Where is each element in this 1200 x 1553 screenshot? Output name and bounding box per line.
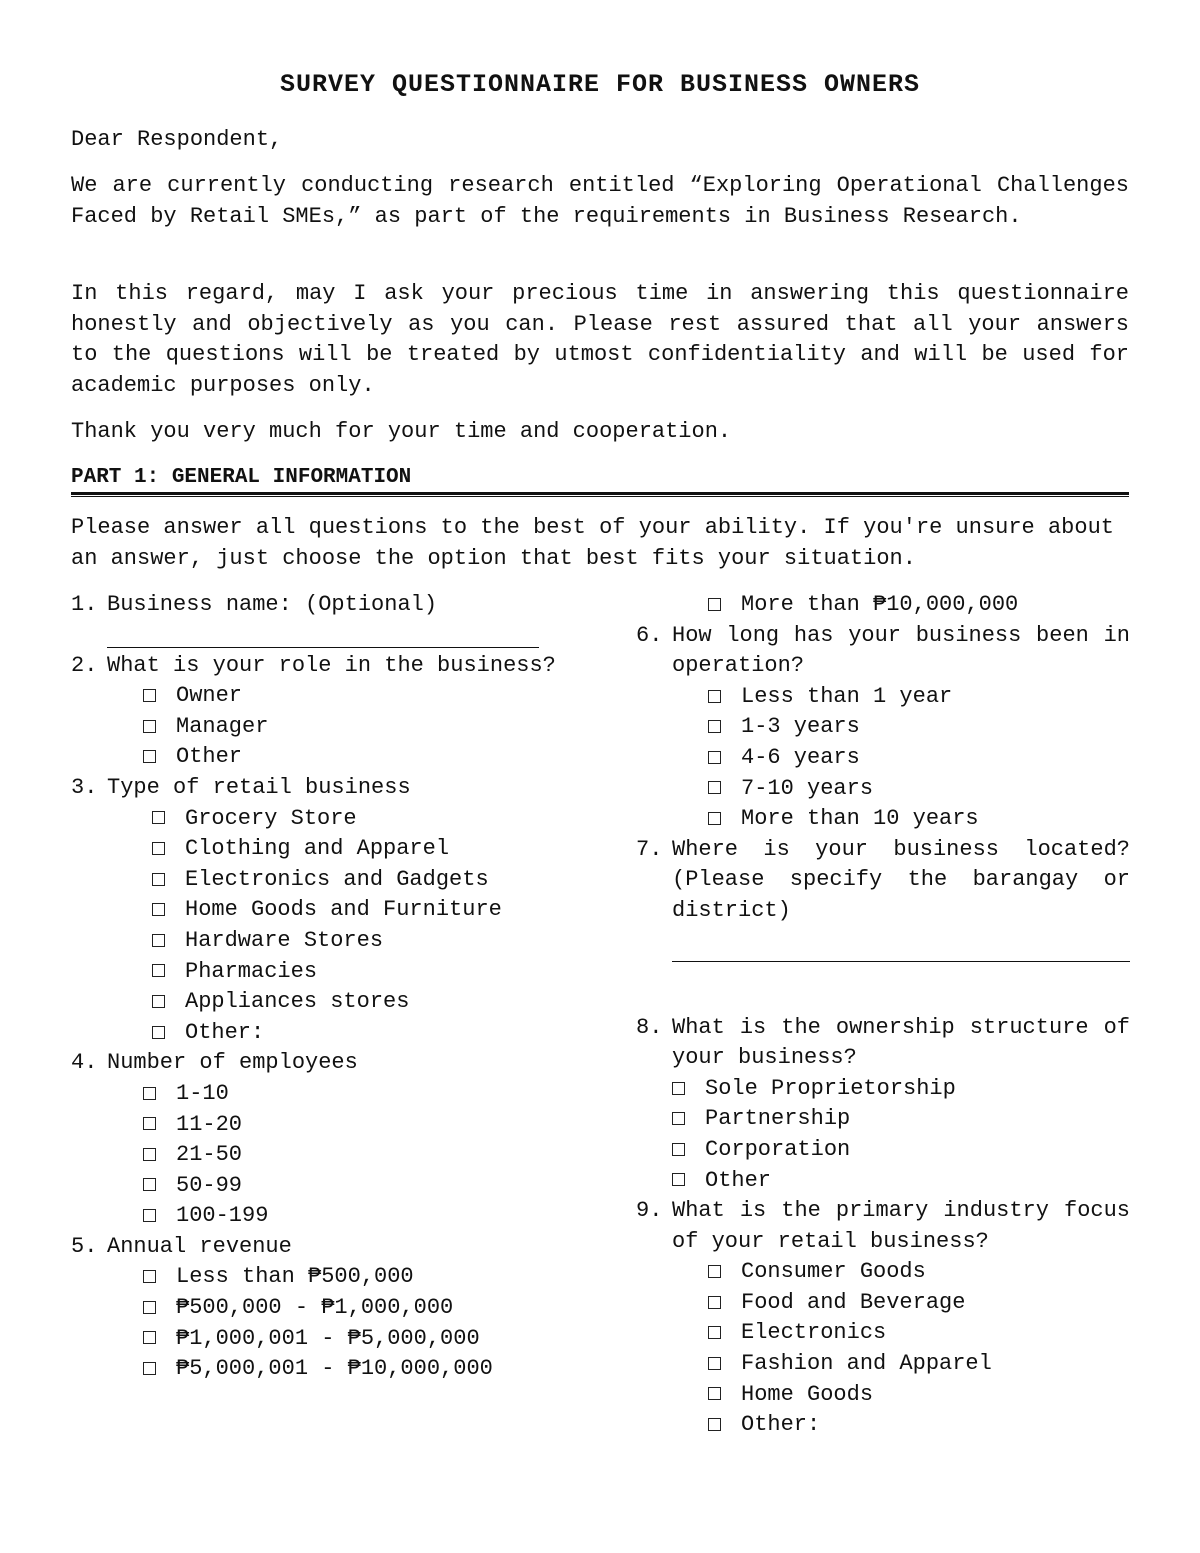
checkbox[interactable] <box>708 690 721 703</box>
q8-options <box>636 1074 1130 1196</box>
checkbox[interactable] <box>152 873 165 886</box>
option-4-6-years[interactable] <box>708 743 1130 774</box>
option-label: Other: <box>185 1019 265 1045</box>
option-label: Sole Proprietorship <box>705 1075 956 1101</box>
checkbox[interactable] <box>143 1301 156 1314</box>
q5-options-continued <box>636 590 1130 621</box>
checkbox[interactable] <box>708 1296 721 1309</box>
checkbox[interactable] <box>152 995 165 1008</box>
option-label: 11-20 <box>176 1111 243 1137</box>
question-9 <box>636 1196 1130 1257</box>
intro-paragraph: We are currently conducting research entitled “Exploring Operational Challenges Faced by Retail SMEs,” as part of the requirements in Business Research. <box>71 173 1129 229</box>
checkbox[interactable] <box>143 1270 156 1283</box>
q6-options <box>636 682 1130 835</box>
question-text: Where is your business located? (Please specify the barangay or district) <box>672 836 1130 923</box>
option-1-3-years[interactable] <box>708 712 1130 743</box>
option-label: Appliances stores <box>185 989 410 1015</box>
checkbox[interactable] <box>143 1209 156 1222</box>
question-text: What is your role in the business? <box>107 652 556 678</box>
location-field[interactable] <box>672 961 1130 962</box>
option-label: Clothing and Apparel <box>185 836 450 862</box>
question-number: 1. <box>71 592 98 617</box>
option-appliances-stores[interactable] <box>152 987 566 1018</box>
option-100-199[interactable] <box>143 1201 566 1232</box>
business-name-field[interactable] <box>107 647 539 648</box>
option-label: Manager <box>176 713 269 739</box>
option-label: Owner <box>176 683 243 709</box>
option-label: 1-10 <box>176 1080 229 1106</box>
option-50-99[interactable] <box>143 1171 566 1202</box>
salutation: Dear Respondent, <box>71 127 283 152</box>
question-5 <box>71 1232 566 1263</box>
option-label: Other: <box>741 1412 821 1438</box>
checkbox[interactable] <box>152 934 165 947</box>
question-text: What is the ownership structure of your business? <box>672 1014 1130 1071</box>
checkbox[interactable] <box>708 720 721 733</box>
q2-options <box>71 681 566 773</box>
option-label: Partnership <box>705 1106 851 1132</box>
option-sole-proprietorship[interactable] <box>672 1074 1130 1105</box>
option-label: More than ₱10,000,000 <box>741 592 1019 617</box>
option-label: Pharmacies <box>185 958 318 984</box>
q3-options <box>71 804 566 1049</box>
option-more-than-10m[interactable] <box>708 590 1130 621</box>
option-label: 7-10 years <box>741 775 874 801</box>
checkbox[interactable] <box>152 964 165 977</box>
checkbox[interactable] <box>708 751 721 764</box>
option-owner[interactable] <box>143 681 566 712</box>
checkbox[interactable] <box>672 1082 685 1095</box>
question-3 <box>71 773 566 804</box>
question-text: Number of employees <box>107 1050 358 1076</box>
option-other[interactable] <box>152 1018 566 1049</box>
question-4 <box>71 1048 566 1079</box>
left-column <box>71 590 566 1385</box>
checkbox[interactable] <box>708 812 721 825</box>
option-consumer-goods[interactable] <box>708 1257 1130 1288</box>
question-number: 8. <box>636 1014 663 1040</box>
question-6 <box>636 621 1130 682</box>
option-manager[interactable] <box>143 712 566 743</box>
option-other[interactable] <box>672 1166 1130 1197</box>
option-label: Other <box>176 744 243 770</box>
option-food-beverage[interactable] <box>708 1288 1130 1319</box>
option-less-than-1-year[interactable] <box>708 682 1130 713</box>
checkbox[interactable] <box>708 1387 721 1400</box>
option-label: Hardware Stores <box>185 927 384 953</box>
checkbox[interactable] <box>143 1331 156 1344</box>
checkbox[interactable] <box>152 811 165 824</box>
option-1m-5m[interactable] <box>143 1324 566 1355</box>
checkbox[interactable] <box>143 1178 156 1191</box>
section-divider <box>71 492 1129 497</box>
question-number: 4. <box>71 1050 98 1076</box>
question-number: 7. <box>636 836 663 862</box>
checkbox[interactable] <box>708 1326 721 1339</box>
question-number: 9. <box>636 1198 663 1224</box>
option-corporation[interactable] <box>672 1135 1130 1166</box>
question-text: Annual revenue <box>107 1233 292 1259</box>
option-other[interactable] <box>143 742 566 773</box>
question-1 <box>71 590 566 621</box>
option-label: Home Goods and Furniture <box>185 897 502 923</box>
option-grocery-store[interactable] <box>152 804 566 835</box>
checkbox[interactable] <box>708 1418 721 1431</box>
question-number: 3. <box>71 774 98 800</box>
question-number: 6. <box>636 622 663 648</box>
option-label: Home Goods <box>741 1381 874 1407</box>
option-label: Corporation <box>705 1136 851 1162</box>
checkbox[interactable] <box>143 1148 156 1161</box>
q7-answer-area <box>636 927 1130 1013</box>
checkbox[interactable] <box>152 842 165 855</box>
question-2 <box>71 651 566 682</box>
checkbox[interactable] <box>708 1357 721 1370</box>
option-electronics[interactable] <box>708 1318 1130 1349</box>
option-home-goods[interactable] <box>708 1380 1130 1411</box>
q9-options <box>636 1257 1130 1441</box>
option-more-than-10-years[interactable] <box>708 804 1130 835</box>
thanks-paragraph: Thank you very much for your time and cooperation. <box>71 419 732 444</box>
question-text: What is the primary industry focus of your retail business? <box>672 1198 1130 1254</box>
option-label: Less than 1 year <box>741 683 953 709</box>
option-label: Fashion and Apparel <box>741 1351 992 1377</box>
option-other[interactable] <box>708 1410 1130 1441</box>
option-label: 4-6 years <box>741 744 860 770</box>
question-text: Type of retail business <box>107 774 411 800</box>
checkbox[interactable] <box>672 1112 685 1125</box>
right-column <box>636 590 1130 1441</box>
question-number: 2. <box>71 652 98 678</box>
checkbox[interactable] <box>152 1026 165 1039</box>
option-7-10-years[interactable] <box>708 774 1130 805</box>
checkbox[interactable] <box>143 1362 156 1375</box>
option-electronics-gadgets[interactable] <box>152 865 566 896</box>
checkbox[interactable] <box>143 720 156 733</box>
checkbox[interactable] <box>672 1173 685 1186</box>
option-label: Electronics <box>741 1320 887 1346</box>
page-title: SURVEY QUESTIONNAIRE FOR BUSINESS OWNERS <box>279 70 921 99</box>
question-number: 5. <box>71 1233 98 1259</box>
part1-heading: PART 1: GENERAL INFORMATION <box>71 466 412 489</box>
option-label: Grocery Store <box>185 805 357 831</box>
option-500k-1m[interactable] <box>143 1293 566 1324</box>
checkbox[interactable] <box>152 903 165 916</box>
option-5m-10m[interactable] <box>143 1354 566 1385</box>
option-label: Less than ₱500,000 <box>176 1264 414 1290</box>
q5-options <box>71 1262 566 1384</box>
checkbox[interactable] <box>708 1265 721 1278</box>
request-paragraph: In this regard, may I ask your precious time in answering this questionnaire honestly and objectively as you can. Please rest assured that all your answers to the questions will be treated by utmost confidentiality and will be used for academic purposes only. <box>71 281 1129 398</box>
part1-instructions: Please answer all questions to the best of your ability. If you're unsure about an answer, just choose the option that best fits your situation. <box>71 515 1114 571</box>
option-label: Electronics and Gadgets <box>185 866 489 892</box>
checkbox[interactable] <box>143 1117 156 1130</box>
option-1-10[interactable] <box>143 1079 566 1110</box>
option-clothing-apparel[interactable] <box>152 834 566 865</box>
question-8 <box>636 1013 1130 1074</box>
question-text: How long has your business been in operation? <box>672 622 1130 679</box>
option-label: Consumer Goods <box>741 1259 926 1285</box>
q1-answer-area <box>71 621 566 651</box>
option-label: Food and Beverage <box>741 1289 966 1315</box>
option-hardware-stores[interactable] <box>152 926 566 957</box>
question-text: Business name: (Optional) <box>107 592 438 617</box>
option-label: 21-50 <box>176 1142 243 1168</box>
option-label: 50-99 <box>176 1172 243 1198</box>
option-less-than-500k[interactable] <box>143 1262 566 1293</box>
option-11-20[interactable] <box>143 1110 566 1141</box>
question-7 <box>636 835 1130 927</box>
option-label: 1-3 years <box>741 714 860 740</box>
option-partnership[interactable] <box>672 1104 1130 1135</box>
option-label: ₱5,000,001 - ₱10,000,000 <box>176 1356 493 1382</box>
checkbox[interactable] <box>143 1087 156 1100</box>
checkbox[interactable] <box>672 1143 685 1156</box>
option-label: Other <box>705 1167 772 1193</box>
q4-options <box>71 1079 566 1232</box>
option-pharmacies[interactable] <box>152 957 566 988</box>
checkbox[interactable] <box>143 750 156 763</box>
option-label: 100-199 <box>176 1203 269 1229</box>
option-21-50[interactable] <box>143 1140 566 1171</box>
checkbox[interactable] <box>143 689 156 702</box>
option-label: More than 10 years <box>741 806 979 832</box>
checkbox[interactable] <box>708 781 721 794</box>
option-home-goods-furniture[interactable] <box>152 895 566 926</box>
checkbox[interactable] <box>708 598 721 611</box>
option-label: ₱1,000,001 - ₱5,000,000 <box>176 1325 480 1351</box>
option-fashion-apparel[interactable] <box>708 1349 1130 1380</box>
option-label: ₱500,000 - ₱1,000,000 <box>176 1295 454 1321</box>
